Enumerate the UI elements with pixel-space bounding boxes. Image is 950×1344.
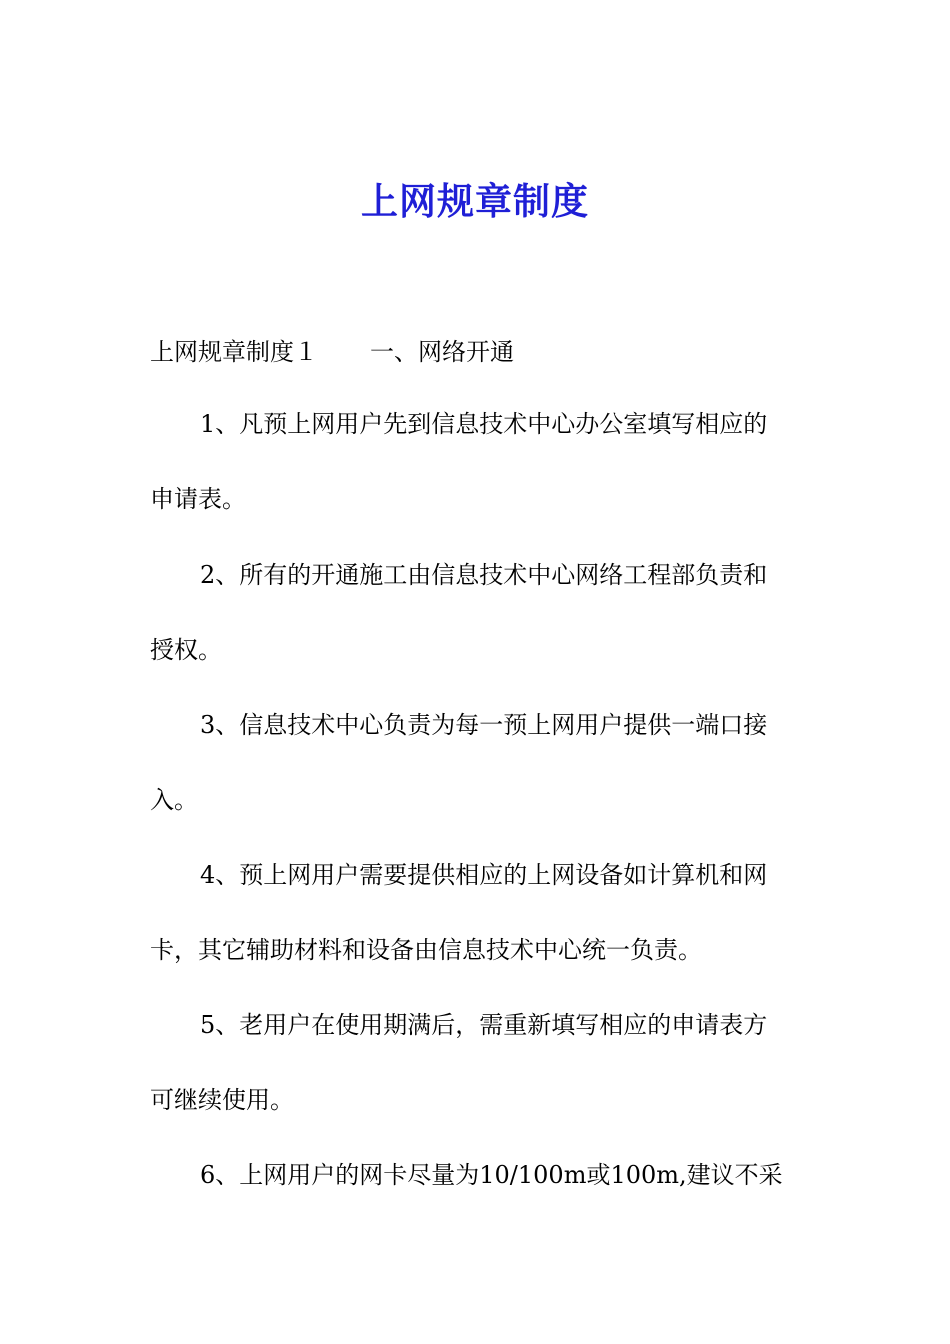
paragraph-4-line-1: 4、预上网用户需要提供相应的上网设备如计算机和网 bbox=[200, 861, 768, 889]
paragraph-1-line-2: 申请表。 bbox=[150, 485, 246, 513]
section-heading: 一、网络开通 bbox=[370, 338, 514, 366]
section-label: 上网规章制度１ bbox=[150, 338, 318, 366]
paragraph-4-line-2: 卡，其它辅助材料和设备由信息技术中心统一负责。 bbox=[150, 936, 702, 964]
document-title: 上网规章制度 bbox=[361, 180, 589, 223]
paragraph-1-line-1: 1、凡预上网用户先到信息技术中心办公室填写相应的 bbox=[200, 410, 768, 438]
paragraph-3-line-2: 入。 bbox=[150, 786, 198, 814]
paragraph-5-line-2: 可继续使用。 bbox=[150, 1086, 294, 1114]
section-heading-line bbox=[150, 334, 810, 370]
paragraph-6-line-1: 6、上网用户的网卡尽量为10/100m或100m,建议不采 bbox=[200, 1161, 783, 1189]
paragraph-2-line-2: 授权。 bbox=[150, 636, 222, 664]
paragraph-2-line-1: 2、所有的开通施工由信息技术中心网络工程部负责和 bbox=[200, 561, 768, 589]
paragraph-5-line-1: 5、老用户在使用期满后，需重新填写相应的申请表方 bbox=[200, 1011, 768, 1039]
paragraph-3-line-1: 3、信息技术中心负责为每一预上网用户提供一端口接 bbox=[200, 711, 768, 739]
